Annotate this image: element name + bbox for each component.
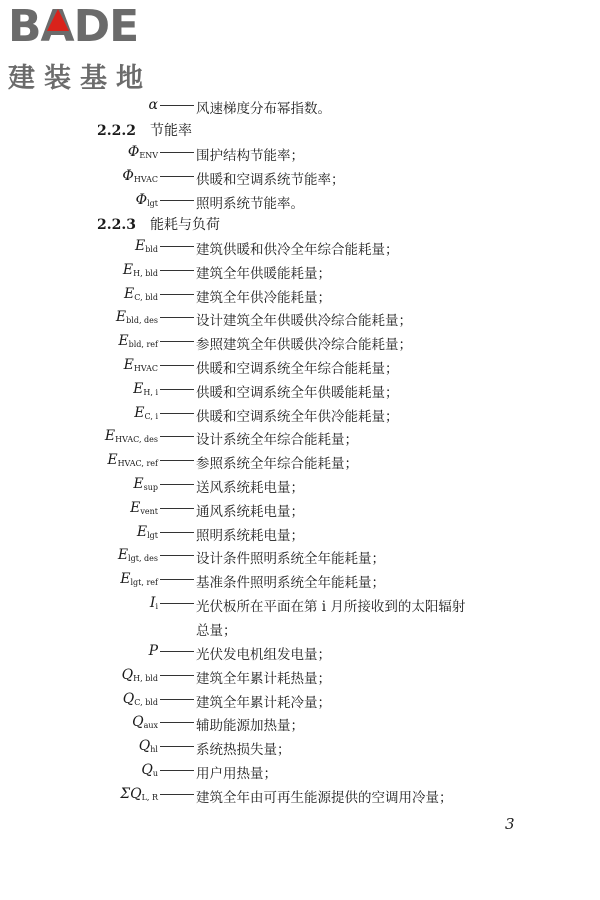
definition-row bbox=[0, 97, 600, 119]
em-dash bbox=[160, 317, 194, 318]
definition-text: 建筑全年累计耗冷量； bbox=[196, 694, 331, 711]
symbol-main: Q bbox=[132, 714, 144, 731]
definition-text: 参照系统全年综合能耗量； bbox=[196, 456, 358, 473]
em-dash bbox=[160, 555, 194, 556]
em-dash bbox=[160, 365, 194, 366]
em-dash bbox=[160, 246, 194, 247]
definition-text: 供暖和空调系统全年综合能耗量； bbox=[196, 361, 399, 377]
symbol-main: Φ bbox=[127, 144, 140, 160]
symbol-subscript: C, bld bbox=[134, 697, 158, 707]
symbol-subscript: HVAC bbox=[133, 364, 158, 373]
em-dash bbox=[160, 176, 194, 177]
em-dash bbox=[160, 484, 194, 485]
symbol-subscript: H, i bbox=[143, 387, 158, 397]
page-number: 3 bbox=[505, 815, 515, 833]
symbol bbox=[120, 786, 158, 802]
symbol-main: E bbox=[134, 404, 145, 421]
definition-text: 风速梯度分布幂指数。 bbox=[196, 101, 331, 117]
symbol bbox=[118, 547, 158, 563]
section-title: 节能率 bbox=[149, 123, 192, 139]
symbol bbox=[136, 192, 158, 208]
symbol-subscript: sup bbox=[143, 483, 158, 492]
symbol bbox=[124, 286, 158, 302]
definition-text: 设计建筑全年供暖供冷综合能耗量； bbox=[196, 313, 412, 330]
symbol-main: Q bbox=[122, 690, 135, 707]
logo-chinese: 建装基地 bbox=[8, 63, 152, 94]
em-dash bbox=[160, 675, 194, 676]
em-dash bbox=[160, 294, 194, 295]
definition-text: 建筑全年供暖能耗量； bbox=[196, 265, 331, 282]
symbol-main: E bbox=[120, 571, 131, 588]
definition-row bbox=[0, 262, 600, 284]
definition-text: 送风系统耗电量； bbox=[196, 480, 304, 496]
symbol-subscript: vent bbox=[140, 506, 158, 516]
definition-row bbox=[0, 144, 600, 166]
em-dash bbox=[160, 460, 194, 461]
symbol bbox=[130, 500, 158, 516]
definition-row bbox=[0, 691, 600, 713]
symbol-main: Q bbox=[141, 762, 153, 778]
symbol-subscript: HVAC bbox=[133, 175, 158, 184]
symbol-subscript: i bbox=[155, 602, 158, 611]
em-dash bbox=[160, 152, 194, 153]
definition-row bbox=[0, 500, 600, 522]
em-dash bbox=[160, 699, 194, 700]
symbol-main: E bbox=[117, 547, 129, 564]
definition-row bbox=[0, 333, 600, 355]
symbol: α bbox=[148, 97, 158, 113]
symbol-subscript: ENV bbox=[139, 151, 158, 160]
em-dash bbox=[160, 579, 194, 580]
definition-row bbox=[0, 238, 600, 260]
definition-row bbox=[0, 571, 600, 593]
logo-wordmark-text: BA DE bbox=[8, 1, 139, 52]
symbol bbox=[124, 357, 158, 373]
symbol-main: E bbox=[133, 380, 144, 397]
definition-row bbox=[0, 452, 600, 474]
section-number: 2.2.3 bbox=[97, 217, 136, 233]
logo-red-triangle-icon bbox=[47, 9, 69, 31]
section-heading-2-2-2 bbox=[97, 120, 192, 140]
definition-text-continued: 总量； bbox=[196, 623, 237, 639]
definition-row bbox=[0, 476, 600, 498]
definition-text: 照明系统节能率。 bbox=[196, 196, 304, 212]
definition-row bbox=[0, 714, 600, 736]
definition-row bbox=[0, 595, 600, 639]
definition-row bbox=[0, 786, 600, 808]
em-dash bbox=[160, 508, 194, 509]
symbol-subscript: hl bbox=[150, 745, 158, 755]
symbol-subscript: lgt, des bbox=[128, 554, 158, 564]
symbol bbox=[133, 476, 158, 492]
em-dash bbox=[160, 770, 194, 771]
definition-text: 围护结构节能率； bbox=[196, 148, 304, 164]
symbol-subscript: H, bld bbox=[133, 268, 158, 278]
symbol bbox=[105, 428, 158, 444]
symbol bbox=[139, 738, 158, 754]
symbol bbox=[149, 643, 158, 659]
em-dash bbox=[160, 341, 194, 342]
symbol bbox=[118, 333, 158, 349]
section-title: 能耗与负荷 bbox=[149, 217, 220, 233]
section-heading-2-2-3 bbox=[97, 214, 220, 234]
symbol-main: E bbox=[122, 261, 134, 278]
em-dash bbox=[160, 651, 194, 652]
symbol-main: E bbox=[130, 499, 141, 516]
symbol-subscript: bld, ref bbox=[128, 340, 158, 350]
symbol-subscript: aux bbox=[143, 721, 158, 731]
definition-row bbox=[0, 192, 600, 214]
symbol-main: E bbox=[104, 428, 116, 445]
symbol bbox=[132, 714, 158, 730]
em-dash bbox=[160, 389, 194, 390]
logo-a-letter: A bbox=[40, 1, 74, 52]
symbol-subscript: HVAC, des bbox=[115, 435, 158, 445]
symbol-subscript: bld, des bbox=[126, 316, 158, 326]
symbol-subscript: HVAC, ref bbox=[117, 459, 158, 469]
logo-wordmark bbox=[8, 2, 178, 52]
definition-row bbox=[0, 381, 600, 403]
symbol bbox=[122, 168, 158, 184]
definition-text: 辅助能源加热量； bbox=[196, 718, 304, 735]
symbol-main: E bbox=[118, 333, 129, 350]
symbol bbox=[123, 262, 158, 278]
definition-text: 设计条件照明系统全年能耗量； bbox=[196, 551, 385, 568]
definition-text: 通风系统耗电量； bbox=[196, 503, 304, 520]
definition-text: 建筑全年由可再生能源提供的空调用冷量； bbox=[196, 789, 453, 806]
definition-row bbox=[0, 547, 600, 569]
definition-row bbox=[0, 428, 600, 450]
definition-text: 基准条件照明系统全年能耗量； bbox=[196, 575, 385, 592]
definition-text: 用户用热量； bbox=[196, 766, 277, 782]
definition-row bbox=[0, 357, 600, 379]
symbol bbox=[120, 571, 158, 587]
symbol-subscript: bld bbox=[145, 245, 158, 254]
em-dash bbox=[160, 413, 194, 414]
symbol bbox=[107, 452, 158, 468]
definition-row bbox=[0, 168, 600, 190]
definition-row bbox=[0, 738, 600, 760]
definition-text: 光伏发电机组发电量； bbox=[196, 647, 331, 663]
em-dash bbox=[160, 746, 194, 747]
bade-logo bbox=[8, 2, 178, 94]
em-dash bbox=[160, 532, 194, 533]
symbol bbox=[133, 381, 158, 397]
em-dash bbox=[160, 436, 194, 437]
symbol bbox=[141, 762, 158, 778]
definition-text: 系统热损失量； bbox=[196, 742, 291, 759]
symbol-subscript: lgt, ref bbox=[130, 578, 158, 588]
definition-text: 供暖和空调系统全年供暖能耗量； bbox=[196, 384, 399, 401]
symbol bbox=[123, 691, 158, 707]
definition-text: 参照建筑全年供暖供冷综合能耗量； bbox=[196, 337, 412, 354]
definition-text: 照明系统耗电量； bbox=[196, 527, 304, 544]
em-dash bbox=[160, 722, 194, 723]
symbol bbox=[128, 144, 158, 160]
symbol-main: ΣQ bbox=[120, 785, 142, 802]
symbol bbox=[135, 238, 158, 254]
em-dash bbox=[160, 270, 194, 271]
definition-row bbox=[0, 286, 600, 308]
symbol bbox=[137, 524, 158, 540]
symbol-main: E bbox=[123, 357, 134, 373]
symbol-main: I bbox=[149, 595, 156, 611]
symbol-main: E bbox=[115, 309, 127, 326]
symbol-main: Q bbox=[138, 738, 151, 755]
symbol bbox=[150, 595, 158, 611]
symbol bbox=[116, 309, 158, 325]
definition-text: 供暖和空调系统全年供冷能耗量； bbox=[196, 408, 399, 425]
symbol-subscript: H, bld bbox=[133, 673, 158, 683]
symbol-subscript: C, bld bbox=[134, 292, 158, 302]
definition-text: 建筑全年累计耗热量； bbox=[196, 670, 331, 687]
symbol bbox=[122, 667, 158, 683]
definition-text: 光伏板所在平面在第 i 月所接收到的太阳辐射 bbox=[196, 599, 466, 615]
symbol-main: E bbox=[136, 523, 148, 540]
symbol-main: E bbox=[124, 285, 135, 302]
symbol-main: Φ bbox=[122, 168, 134, 184]
definition-text: 建筑供暖和供冷全年综合能耗量； bbox=[196, 242, 399, 258]
em-dash bbox=[160, 200, 194, 201]
definition-row bbox=[0, 405, 600, 427]
definition-text: 建筑全年供冷能耗量； bbox=[196, 289, 331, 306]
symbol-main: E bbox=[134, 238, 146, 254]
symbol-subscript: L, R bbox=[141, 792, 158, 802]
symbol-main: Q bbox=[121, 666, 134, 683]
definition-row bbox=[0, 643, 600, 665]
symbol-main: P bbox=[148, 643, 158, 659]
definition-text: 设计系统全年综合能耗量； bbox=[196, 432, 358, 449]
definition-row bbox=[0, 762, 600, 784]
em-dash bbox=[160, 105, 194, 106]
symbol-main: Φ bbox=[135, 192, 148, 208]
symbol-main: E bbox=[133, 476, 144, 492]
symbol bbox=[134, 405, 158, 421]
symbol-subscript: u bbox=[152, 769, 158, 778]
em-dash bbox=[160, 603, 194, 604]
section-number: 2.2.2 bbox=[97, 123, 136, 139]
definition-row bbox=[0, 667, 600, 689]
symbol-subscript: C, i bbox=[144, 411, 158, 421]
definition-row bbox=[0, 524, 600, 546]
definition-row bbox=[0, 309, 600, 331]
symbol-subscript: lgt bbox=[147, 530, 158, 540]
symbol-main: E bbox=[107, 452, 118, 469]
definition-text: 供暖和空调系统节能率； bbox=[196, 172, 345, 188]
em-dash bbox=[160, 794, 194, 795]
symbol-subscript: lgt bbox=[147, 199, 158, 208]
